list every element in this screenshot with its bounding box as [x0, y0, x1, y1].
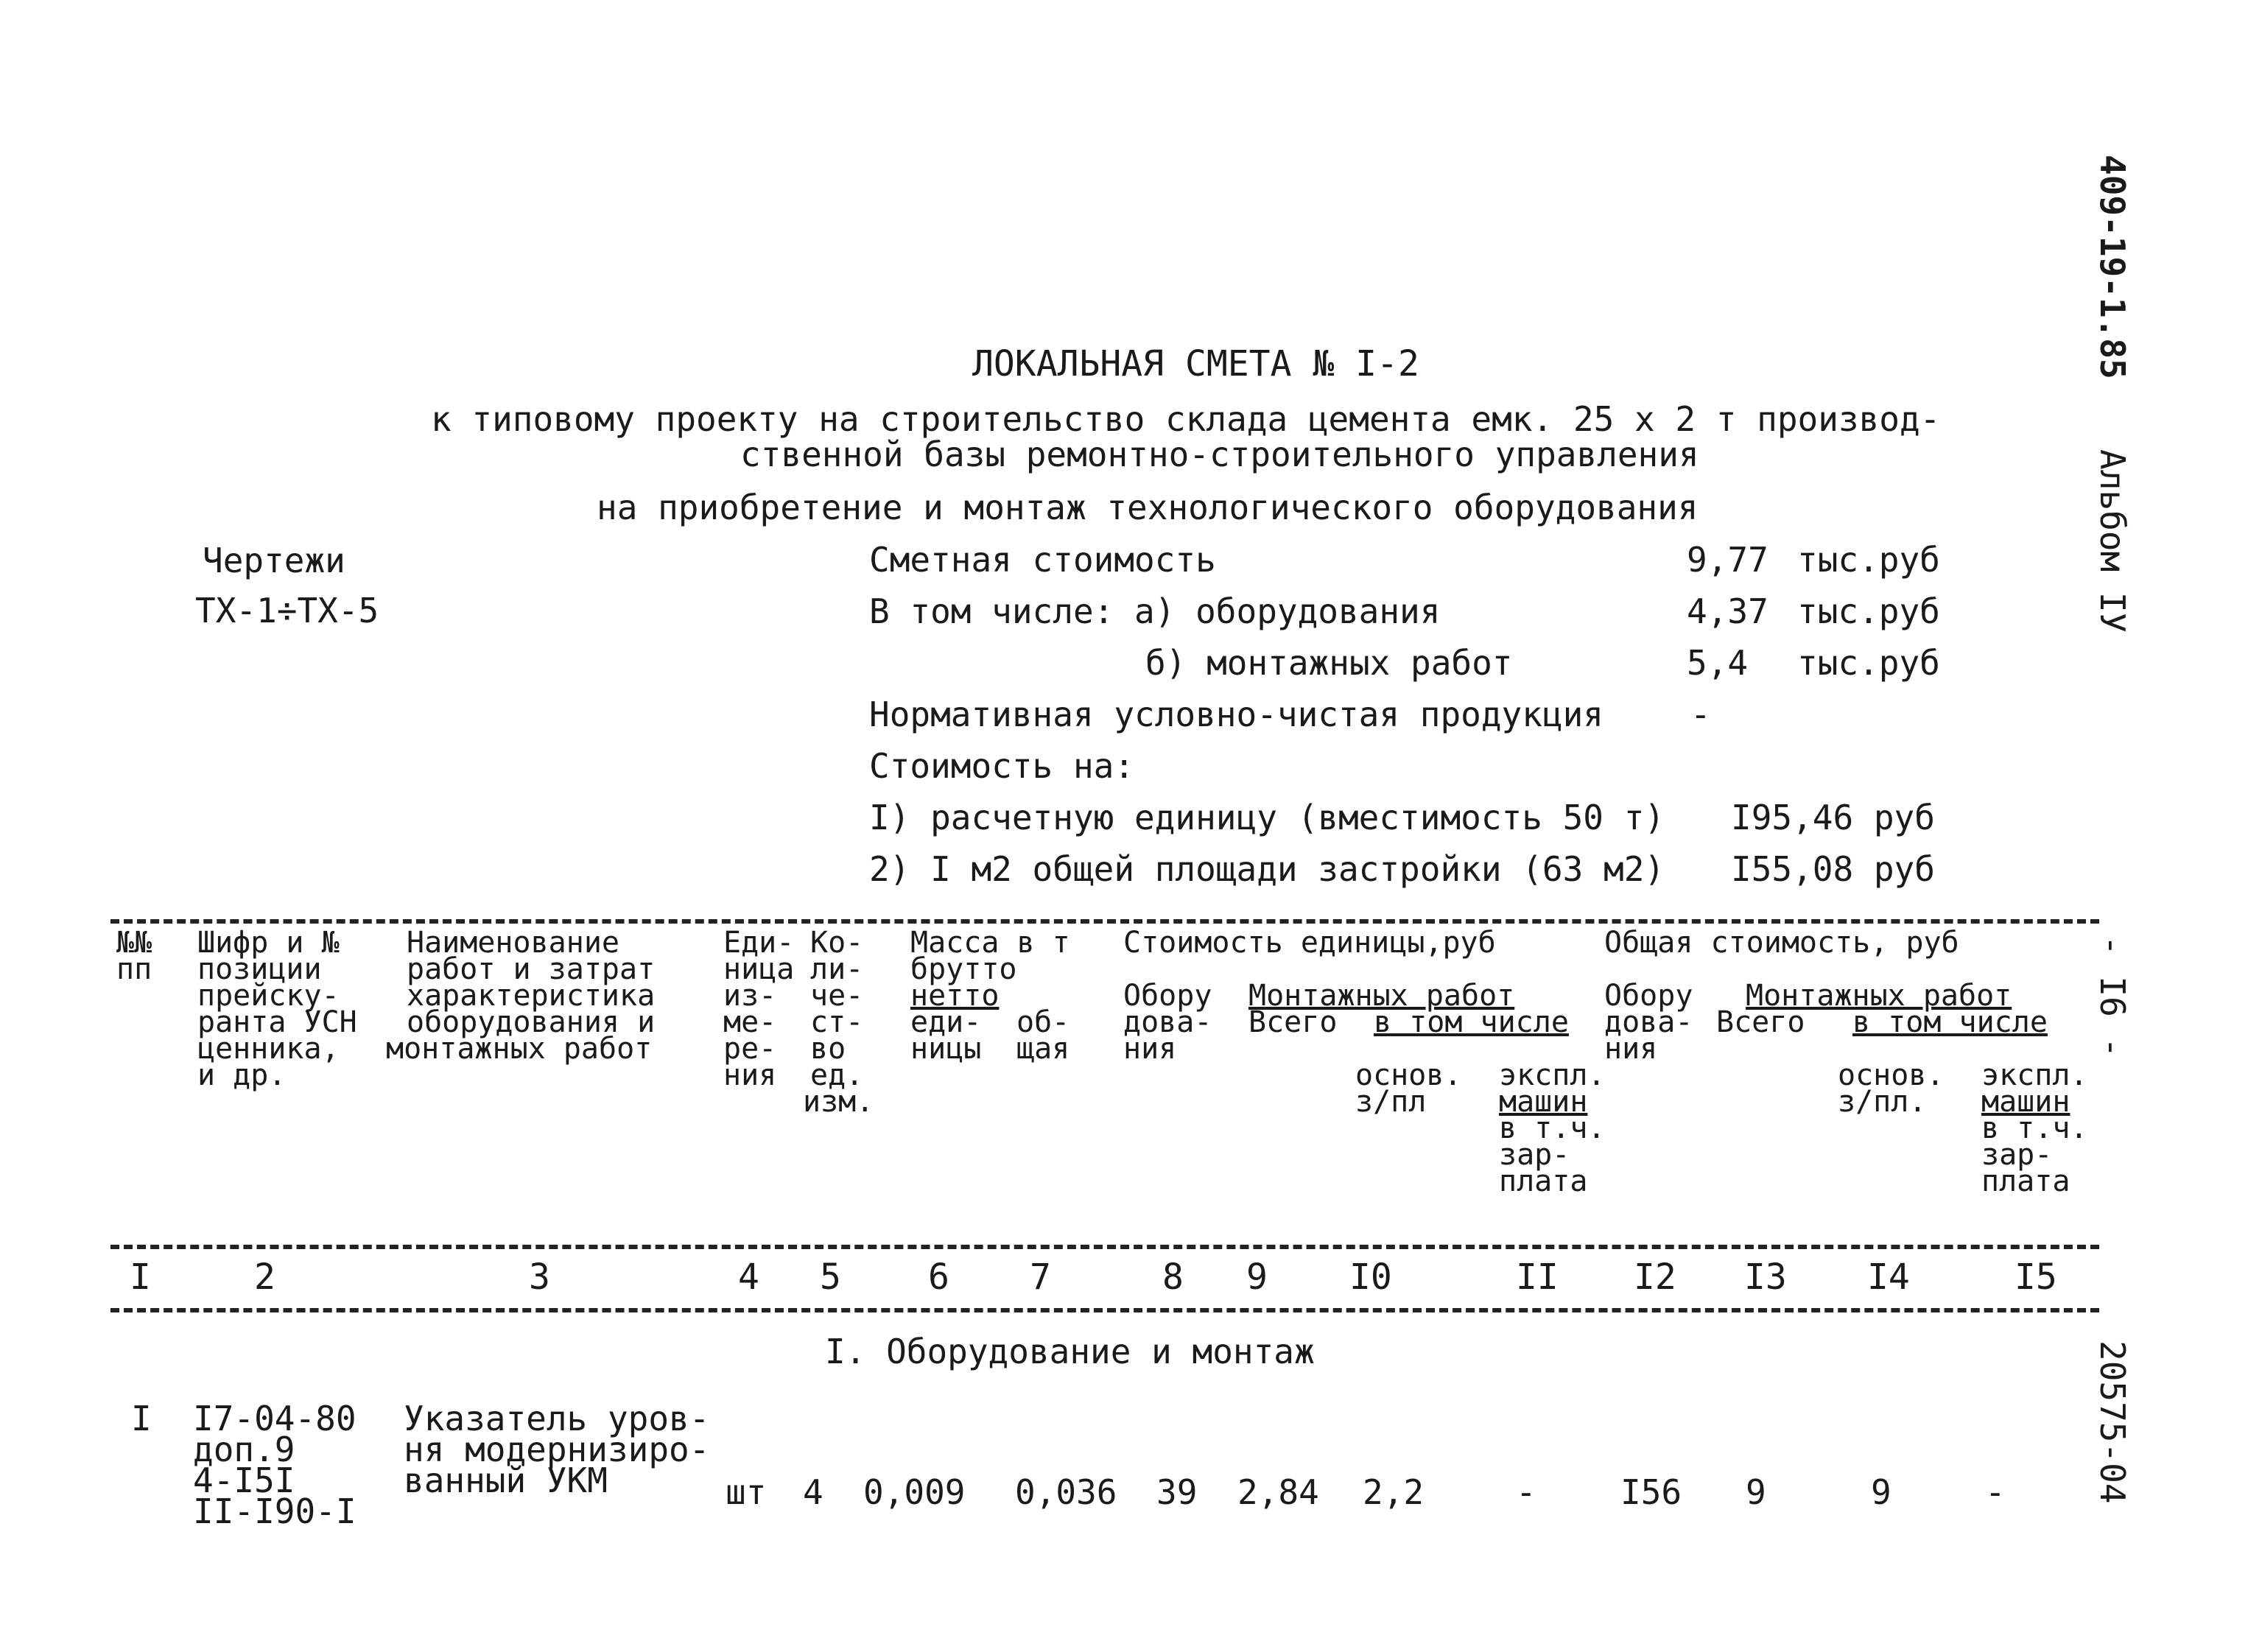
- row-name-line: Указатель уров-: [404, 1399, 710, 1438]
- estimated-cost-label: Сметная стоимость: [869, 540, 1216, 580]
- row-number: I: [131, 1399, 152, 1438]
- row-equipment-total-cost: I56: [1620, 1472, 1682, 1512]
- row-code-line: 4-I5I: [193, 1461, 295, 1500]
- table-top-rule: [110, 919, 2099, 924]
- column-number: 9: [1246, 1256, 1268, 1298]
- per-m2-value: I55,08 руб: [1731, 849, 1935, 889]
- per-m2-label: 2) I м2 общей площади застройки (63 м2): [869, 849, 1665, 889]
- estimate-sheet: ЛОКАЛЬНАЯ СМЕТА № I-2 к типовому проекту на строительство склада цемента емк. 25 х 2 т производ- ственной базы ремонтно-строительного управления на приобретение и монтаж технологического оборудования Чертежи ТХ-1÷ТХ-5 Сметная стоимость 9,77 тыс.руб В том числе: а) оборудования 4,37 тыс.руб б) монтажных работ 5,4 тыс.руб Нормативная условно-чистая продукция - Стоимость на: I) расчетную единицу (вместимость 50 т) I95,46 руб 2) I м2 общей площади застройки (63 м2) I55,08 руб 409-19-1.85 Альбом IУ - I6 - 20575-04 №№ пп Шифр и № позиции прейску- ранта УСН ценника, и др. Наименование работ и затрат характеристика оборудования и монтажных работ Еди- ница из- ме- ре- ния Ко- ли- че- ст- во ед. изм. Масса в т брутто нетто еди- ницы об- щая Стоимость единицы,руб Обору дова- ния Монтажных работ Всего в том числе основ. з/пл экспл. машин в т.ч. зар- плата Общая стоимость, руб Обору дова- ния Монтажных работ Всего в том числе основ. з/пл. экспл. машин в т.ч. зар- плата I 2 3 4 5 6 7 8 9 I0 II I2 I3 I4 I5 I. Оборудование и монтаж I I7-04-80 доп.9 4-I5I II-I90-I Указатель уров- ня модернизиро- ванный УКМ шт 4 0,009 0,036 39 2,84 2,2 - I56 9 9 -: [0, 0, 2262, 1652]
- equipment-unit: тыс.руб: [1797, 591, 1940, 631]
- document-subtitle-line-2: ственной базы ремонтно-строительного управления: [740, 435, 1699, 474]
- normative-label: Нормативная условно-чистая продукция: [869, 695, 1604, 734]
- column-number: I: [130, 1256, 151, 1298]
- document-title: ЛОКАЛЬНАЯ СМЕТА № I-2: [972, 343, 1419, 384]
- column-number: 7: [1030, 1256, 1051, 1298]
- table-header-bottom-rule: [110, 1245, 2099, 1249]
- row-mass-total: 0,036: [1015, 1472, 1117, 1512]
- row-code-line: доп.9: [193, 1430, 295, 1469]
- album-stamp: Альбом IУ: [2093, 449, 2132, 633]
- installation-unit: тыс.руб: [1797, 643, 1940, 683]
- column-number: I5: [2015, 1256, 2057, 1298]
- column-numbers-bottom-rule: [110, 1308, 2099, 1312]
- row-code-line: II-I90-I: [193, 1491, 356, 1531]
- column-number: I0: [1349, 1256, 1392, 1298]
- row-name-line: ня модернизиро-: [404, 1430, 710, 1469]
- column-number: I2: [1634, 1256, 1676, 1298]
- column-number: 5: [820, 1256, 841, 1298]
- row-equipment-unit-cost: 39: [1156, 1472, 1198, 1512]
- row-installation-unit-basic: 2,2: [1363, 1472, 1425, 1512]
- doc-code-stamp: 409-19-1.85: [2093, 155, 2132, 379]
- drawings-label: Чертежи: [203, 541, 345, 580]
- inventory-number-stamp: 20575-04: [2093, 1340, 2132, 1504]
- row-name-line: ванный УКМ: [404, 1461, 608, 1500]
- row-installation-total-machines: -: [1985, 1472, 2006, 1512]
- page-number-stamp: - I6 -: [2093, 935, 2132, 1058]
- column-number: II: [1516, 1256, 1559, 1298]
- column-number: 4: [738, 1256, 759, 1298]
- per-unit-value: I95,46 руб: [1731, 798, 1935, 837]
- column-number: I3: [1744, 1256, 1787, 1298]
- row-installation-total-basic: 9: [1871, 1472, 1892, 1512]
- row-code-line: I7-04-80: [193, 1399, 356, 1438]
- row-installation-unit-all: 2,84: [1237, 1472, 1319, 1512]
- document-subtitle-line-3: на приобретение и монтаж технологического оборудования: [597, 488, 1699, 527]
- column-number: I4: [1867, 1256, 1910, 1298]
- column-number: 6: [928, 1256, 949, 1298]
- row-installation-total-all: 9: [1746, 1472, 1766, 1512]
- drawings-value: ТХ-1÷ТХ-5: [195, 591, 379, 630]
- row-mass-unit: 0,009: [863, 1472, 966, 1512]
- normative-value: -: [1690, 695, 1711, 734]
- estimated-cost-value: 9,77: [1687, 540, 1768, 580]
- column-number: 2: [254, 1256, 275, 1298]
- installation-value: 5,4: [1687, 643, 1749, 683]
- row-quantity: 4: [803, 1472, 823, 1512]
- row-unit: шт: [726, 1472, 767, 1512]
- document-subtitle-line-1: к типовому проекту на строительство склада цемента емк. 25 х 2 т производ-: [431, 399, 1941, 439]
- column-number: 8: [1162, 1256, 1184, 1298]
- column-number: 3: [529, 1256, 550, 1298]
- per-unit-label: I) расчетную единицу (вместимость 50 т): [869, 798, 1665, 837]
- row-installation-unit-machines: -: [1516, 1472, 1536, 1512]
- including-equipment-label: В том числе: а) оборудования: [869, 591, 1441, 631]
- section-title: I. Оборудование и монтаж: [825, 1332, 1315, 1371]
- estimated-cost-unit: тыс.руб: [1797, 540, 1940, 580]
- equipment-value: 4,37: [1687, 591, 1768, 631]
- cost-per-label: Стоимость на:: [869, 746, 1135, 786]
- installation-label: б) монтажных работ: [1145, 643, 1513, 683]
